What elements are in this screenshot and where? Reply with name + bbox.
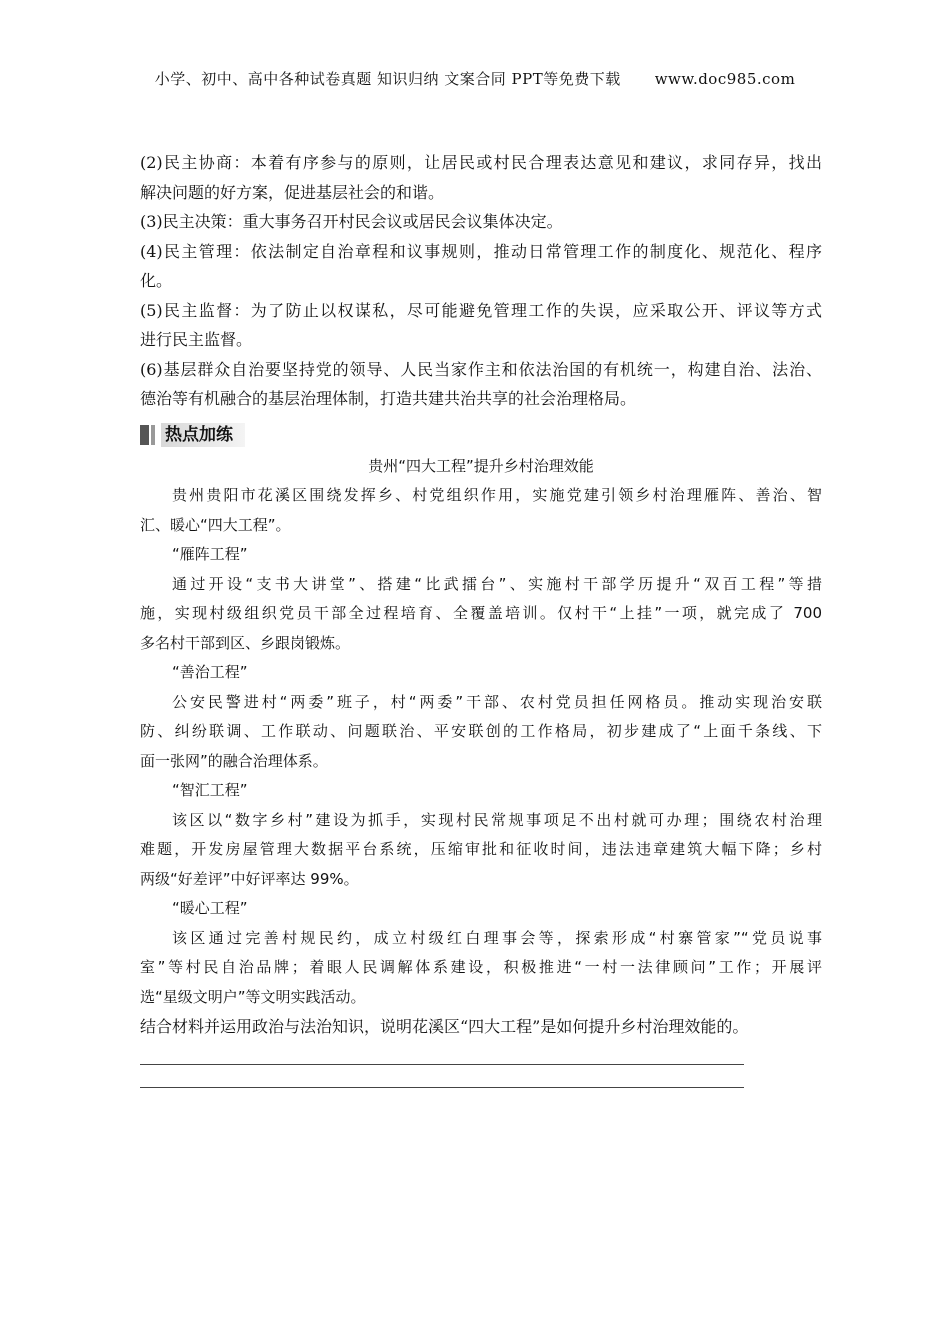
project-3-line-1: 该区以“数字乡村”建设为抓手，实现村民常规事项足不出村就可办理；围绕农村治理 bbox=[172, 810, 822, 829]
article-title: 贵州“四大工程”提升乡村治理效能 bbox=[368, 456, 594, 475]
project-2-line-3: 面一张网”的融合治理体系。 bbox=[140, 751, 328, 770]
point-4-line-2: 化。 bbox=[140, 271, 173, 290]
page-header bbox=[0, 68, 950, 89]
section-bar-icon bbox=[140, 425, 149, 445]
project-3-line-3: 两级“好差评”中好评率达 99%。 bbox=[140, 869, 359, 888]
point-5-line-1: (5)民主监督：为了防止以权谋私，尽可能避免管理工作的失误，应采取公开、评议等方式 bbox=[140, 300, 822, 320]
point-2-line-1: (2)民主协商：本着有序参与的原则，让居民或村民合理表达意见和建议，求同存异，找出 bbox=[140, 153, 822, 172]
answer-line-2[interactable] bbox=[140, 1065, 744, 1088]
header-site: www.doc985.com bbox=[654, 70, 796, 88]
section-heading bbox=[140, 422, 822, 448]
project-4-line-2: 室”等村民自治品牌；着眼人民调解体系建设，积极推进“一村一法律顾问”工作；开展评 bbox=[140, 958, 822, 976]
point-2-line-2: 解决问题的好方案，促进基层社会的和谐。 bbox=[140, 182, 445, 202]
project-1-line-1: 通过开设“支书大讲堂”、搭建“比武擂台”、实施村干部学历提升“双百工程”等措 bbox=[172, 574, 822, 593]
project-1-line-2: 施，实现村级组织党员干部全过程培育、全覆盖培训。仅村干“上挂”一项，就完成了 700 bbox=[140, 604, 822, 622]
project-3-line-2: 难题，开发房屋管理大数据平台系统，压缩审批和征收时间，违法违章建筑大幅下降；乡村 bbox=[140, 840, 822, 858]
project-1-line-3: 多名村干部到区、乡跟岗锻炼。 bbox=[140, 633, 351, 652]
answer-line-1[interactable] bbox=[140, 1042, 744, 1065]
article-intro-line-1: 贵州贵阳市花溪区围绕发挥乡、村党组织作用，实施党建引领乡村治理雁阵、善治、智 bbox=[172, 486, 822, 504]
project-heading-2: “善治工程” bbox=[172, 663, 248, 681]
project-4-line-1: 该区通过完善村规民约，成立村级红白理事会等，探索形成“村寨管家”“党员说事 bbox=[172, 928, 822, 947]
point-6-line-2: 德治等有机融合的基层治理体制，打造共建共治共享的社会治理格局。 bbox=[140, 389, 637, 408]
header-text: 小学、初中、高中各种试卷真题 知识归纳 文案合同 PPT等免费下载 bbox=[154, 70, 621, 88]
section-label: 热点加练 bbox=[161, 423, 245, 447]
project-heading-1: “雁阵工程” bbox=[172, 545, 248, 563]
project-4-line-3: 选“星级文明户”等文明实践活动。 bbox=[140, 987, 366, 1006]
point-5-line-2: 进行民主监督。 bbox=[140, 330, 253, 349]
point-6-line-1: (6)基层群众自治要坚持党的领导、人民当家作主和依法治国的有机统一，构建自治、法治、 bbox=[140, 359, 822, 379]
project-2-line-1: 公安民警进村“两委”班子，村“两委”干部、农村党员担任网格员。推动实现治安联 bbox=[172, 692, 822, 711]
point-3-line-1: (3)民主决策：重大事务召开村民会议或居民会议集体决定。 bbox=[140, 212, 563, 231]
document-body bbox=[140, 148, 822, 1088]
question-text: 结合材料并运用政治与法治知识，说明花溪区“四大工程”是如何提升乡村治理效能的。 bbox=[140, 1017, 749, 1036]
project-heading-3: “智汇工程” bbox=[172, 781, 248, 799]
project-heading-4: “暖心工程” bbox=[172, 899, 248, 917]
project-2-line-2: 防、纠纷联调、工作联动、问题联治、平安联创的工作格局，初步建成了“上面千条线、下 bbox=[140, 722, 822, 740]
section-bar-icon-secondary bbox=[151, 425, 155, 445]
point-4-line-1: (4)民主管理：依法制定自治章程和议事规则，推动日常管理工作的制度化、规范化、程序 bbox=[140, 241, 822, 261]
article-intro-line-2: 汇、暖心“四大工程”。 bbox=[140, 515, 291, 534]
